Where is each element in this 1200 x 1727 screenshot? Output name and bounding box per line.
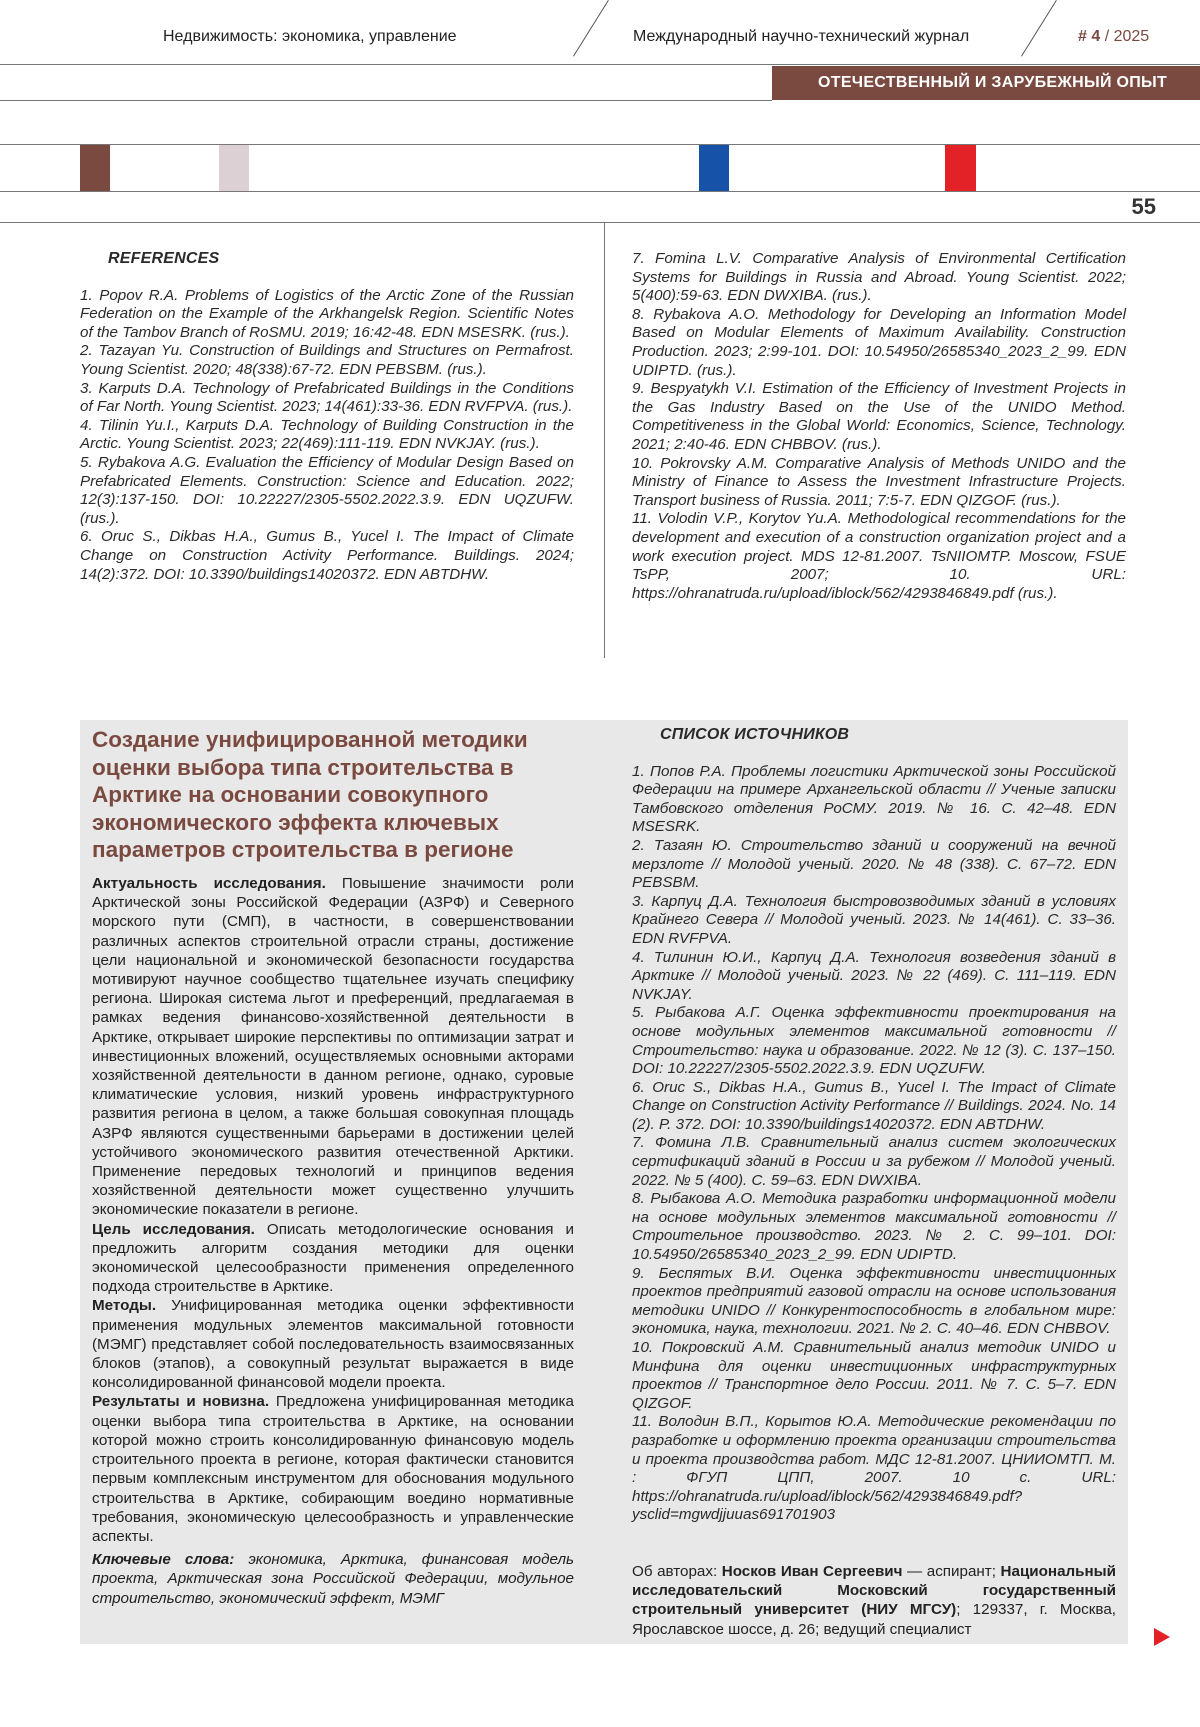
source-item: 4. Тилинин Ю.И., Карпуц Д.А. Технология возведения зданий в Арктике // Молодой ученый. 2023. № 22 (469). С. 111–119. EDN NVKJAY. xyxy=(632,948,1116,1003)
relevance-label: Актуальность исследования. xyxy=(92,875,326,892)
source-item: 10. Покровский А.М. Сравнительный анализ методик UNIDO и Минфина для оценки инвестиционных инфраструктурных проектов // Транспортное дело России. 2011. № 7. С. 5–7. EDN QIZGOF. xyxy=(632,1339,1116,1412)
section-band: ОТЕЧЕСТВЕННЫЙ И ЗАРУБЕЖНЫЙ ОПЫТ xyxy=(772,66,1200,100)
source-item: 2. Тазаян Ю. Строительство зданий и сооружений на вечной мерзлоте // Молодой ученый. 2020. № 48 (338). С. 67–72. EDN PEBSBM. xyxy=(632,836,1116,892)
source-item: 1. Попов Р.А. Проблемы логистики Арктической зоны Российской Федерации на примере Архангельской области // Ученые записки Тамбовского отделения РоСМУ. 2019. № 16. С. 42–48. EDN MSESRK. xyxy=(632,762,1116,836)
journal-title-center: Международный научно-технический журнал xyxy=(633,28,970,45)
keywords-label: Ключевые слова: xyxy=(92,1551,235,1569)
abstract-keywords xyxy=(92,1550,574,1608)
swatch-light xyxy=(219,145,249,191)
relevance-text: Повышение значимости роли Арктической зоны Российской Федерации (АЗРФ) и Северного морского пути (СМП), в частности, в совершенствовании различных аспектов строительной отрасли страны, достижение цели национальной и экономической безопасности государства мотивируют научное сообщество тщательнее изучать специфику региона. Широкая система льгот и преференций, предлагаемая в рамках ведения финансово-хозяйственной деятельности в Арктике, открывает широкие перспективы по оптимизации затрат и инвестиционных вложений, осуществляемых основными акторами хозяйственной деятельности в данном регионе, однако, суровые климатические условия, низкий уровень инфраструктурного развития региона в целом, а также большая совокупная площадь АЗРФ являются существенными барьерами в достижении целей устойчивого экономического развития отечественной Арктики. Применение передовых технологий и принципов ведения хозяйственной деятельности может существенно улучшить экономические показатели в регионе. xyxy=(92,875,575,1219)
article-abstract xyxy=(92,874,574,1608)
keywords-text: экономика, Арктика, финансовая модель проекта, Арктическая зона Российской Федерации, модульное строительство, экономический эффект, МЭМГ xyxy=(92,1551,574,1607)
header-rule xyxy=(0,64,1200,65)
author-role: — аспирант; xyxy=(902,1563,1001,1580)
color-strip xyxy=(0,144,1200,192)
abstract-goal xyxy=(92,1220,574,1297)
methods-label: Методы. xyxy=(92,1297,157,1315)
references-ru xyxy=(632,726,1116,1525)
authors-prefix: Об авторах: xyxy=(632,1563,722,1580)
reference-item: 8. Rybakova A.O. Methodology for Developing an Information Model Based on Modular Elements of Maximum Availability. Construction Production. 2023; 2:99-101. DOI: 10.54950/26585340_2023_2_99. EDN UDIPTD. (rus.). xyxy=(632,305,1126,379)
author-address: ; 129337, г. Москва, Ярославское шоссе, д. 26; ведущий специалист xyxy=(632,1601,1116,1638)
author-university: Национальный исследовательский Московский государственный строительный университет (НИУ МГСУ) xyxy=(632,1563,1116,1619)
header-divider-2 xyxy=(1021,0,1057,57)
issue-number xyxy=(1078,28,1149,46)
column-divider xyxy=(604,222,605,658)
swatch-blue xyxy=(699,145,729,191)
about-authors xyxy=(632,1562,1116,1639)
source-item: 3. Карпуц Д.А. Технология быстровозводимых зданий в условиях Крайнего Севера // Молодой ученый. 2023. № 14(461). С. 33–36. EDN RVFPVA. xyxy=(632,892,1116,947)
results-label: Результаты и новизна. xyxy=(92,1393,270,1411)
source-item: 11. Володин В.П., Корытов Ю.А. Методические рекомендации по разработке и оформлению проекта организации строительства и проекта производства работ. МДС 12-81.2007. ЦНИИОМТП. М. : ФГУП ЦПП, 2007. 10 с. URL: https://ohranatruda.ru/upload/iblock/562/4293846849.pdf?ysclid=mgwdjjuuas691701903 xyxy=(632,1413,1116,1524)
reference-item: 10. Pokrovsky A.M. Comparative Analysis of Methods UNIDO and the Ministry of Finance to Assess the Investment Infrastructure Projects. Transport business of Russia. 2011; 7:5-7. EDN QIZGOF. (rus.). xyxy=(632,454,1126,509)
reference-item: 2. Tazayan Yu. Construction of Buildings and Structures on Permafrost. Young Scientist. 2020; 48(338):67-72. EDN PEBSBM. (rus.). xyxy=(80,342,574,378)
reference-item: 6. Oruc S., Dikbas H.A., Gumus B., Yucel I. The Impact of Climate Change on Construction Activity Performance. Buildings. 2024; 14(2):372. DOI: 10.3390/buildings14020372. EDN ABTDHW. xyxy=(80,528,574,583)
references-en-right xyxy=(632,250,1126,603)
issue-year: / 2025 xyxy=(1104,28,1150,45)
reference-item: 1. Popov R.A. Problems of Logistics of the Arctic Zone of the Russian Federation on the Example of the Arkhangelsk Region. Scientific Notes of the Tambov Branch of RoSMU. 2019; 16:42-48. EDN MSESRK. (rus.). xyxy=(80,286,574,341)
reference-item: 5. Rybakova A.G. Evaluation the Efficiency of Modular Design Based on Prefabricated Elements. Construction: Science and Education. 2022; 12(3):137-150. DOI: 10.22227/2305-5502.2022.3.9. EDN UQZUFW. (rus.). xyxy=(80,453,574,527)
reference-item: 7. Fomina L.V. Comparative Analysis of Environmental Certification Systems for Buildings in Russia and Abroad. Young Scientist. 2022; 5(400):59-63. EDN DWXIBA. (rus.). xyxy=(632,250,1126,305)
page-rule xyxy=(0,222,1200,223)
goal-label: Цель исследования. xyxy=(92,1220,255,1238)
references-en-left xyxy=(80,250,574,584)
page-number: 55 xyxy=(1131,194,1156,219)
reference-item: 3. Karputs D.A. Technology of Prefabricated Buildings in the Conditions of Far North. Young Scientist. 2023; 14(461):33-36. EDN RVFPVA. (rus.). xyxy=(80,379,574,416)
abstract-methods xyxy=(92,1296,574,1392)
source-item: 8. Рыбакова А.О. Методика разработки информационной модели на основе модульных элементов максимальной готовности // Строительное производство. 2023. № 2. С. 99–101. DOI: 10.54950/26585340_2023_2_99. EDN UDIPTD. xyxy=(632,1190,1116,1264)
source-item: 7. Фомина Л.В. Сравнительный анализ систем экологических сертификаций зданий в России и за рубежом // Молодой ученый. 2022. № 5 (400). С. 59–63. EDN DWXIBA. xyxy=(632,1134,1116,1189)
reference-item: 11. Volodin V.P., Korytov Yu.A. Methodological recommendations for the development and execution of a construction organization project and a work execution project. MDS 12-81.2007. TsNIIOMTP. Moscow, FSUE TsPP, 2007; 10. URL: https://ohranatruda.ru/upload/iblock/562/4293846849.pdf (rus.). xyxy=(632,510,1126,602)
source-item: 9. Беспятых В.И. Оценка эффективности инвестиционных проектов предприятий газовой отрасли на основе использования методики UNIDO // Конкурентоспособность в глобальном мире: экономика, наука, технологии. 2021. № 2. С. 40–46. EDN CHBBOV. xyxy=(632,1264,1116,1338)
source-item: 6. Oruc S., Dikbas H.A., Gumus B., Yucel I. The Impact of Climate Change on Construction Activity Performance // Buildings. 2024. No. 14 (2). P. 372. DOI: 10.3390/buildings14020372. EDN ABTDHW. xyxy=(632,1078,1116,1133)
header-divider-1 xyxy=(573,0,609,57)
abstract-relevance xyxy=(92,874,574,1220)
swatch-brown xyxy=(80,145,110,191)
swatch-red xyxy=(945,145,976,191)
methods-text: Унифицированная методика оценки эффективности применения модульных элементов максимальной готовности (МЭМГ) представляет собой последовательность взаимосвязанных блоков (этапов), а совокупный результат выражается в виде консолидированной финансовой модели проекта. xyxy=(92,1297,574,1392)
article-title: Создание унифицированной методики оценки выбора типа строительства в Арктике на основании совокупного экономического эффекта ключевых параметров строительства в регионе xyxy=(92,727,528,862)
continue-arrow-icon[interactable] xyxy=(1154,1628,1170,1646)
sources-heading: СПИСОК ИСТОЧНИКОВ xyxy=(660,726,850,743)
source-item: 5. Рыбакова А.Г. Оценка эффективности проектирования на основе модульных элементов максимальной готовности // Строительство: наука и образование. 2022. № 12 (3). С. 137–150. DOI: 10.22227/2305-5502.2022.3.9. EDN UQZUFW. xyxy=(632,1004,1116,1078)
reference-item: 9. Bespyatykh V.I. Estimation of the Efficiency of Investment Projects in the Gas Industry Based on the Use of the UNIDO Method. Competitiveness in the Global World: Economics, Science, Technology. 2021; 2:40-46. EDN CHBBOV. (rus.). xyxy=(632,380,1126,453)
journal-title-left: Недвижимость: экономика, управление xyxy=(163,28,457,45)
abstract-results xyxy=(92,1392,574,1546)
header-rule-lower xyxy=(0,100,772,101)
issue-hash: # 4 xyxy=(1078,28,1101,45)
author-name: Носков Иван Сергеевич xyxy=(721,1563,903,1580)
goal-text: Описать методологические основания и предложить алгоритм создания методики для оценки экономической целесообразности применения определенного подхода строительстве в Арктике. xyxy=(92,1220,574,1296)
reference-item: 4. Tilinin Yu.I., Karputs D.A. Technology of Building Construction in the Arctic. Young Scientist. 2023; 22(469):111-119. EDN NVKJAY. (rus.). xyxy=(80,416,574,453)
results-text: Предложена унифицированная методика оценки выбора типа строительства в Арктике, на основании которой можно строить консолидированную финансовую модель строительного проекта в регионе, которая фактически становится первым комплексным инструментом для обоснования модульного строительства в Арктике, собирающим воедино нормативные требования, экономическую целесообразность и управленческие аспекты. xyxy=(92,1393,574,1545)
references-heading: REFERENCES xyxy=(108,250,220,267)
